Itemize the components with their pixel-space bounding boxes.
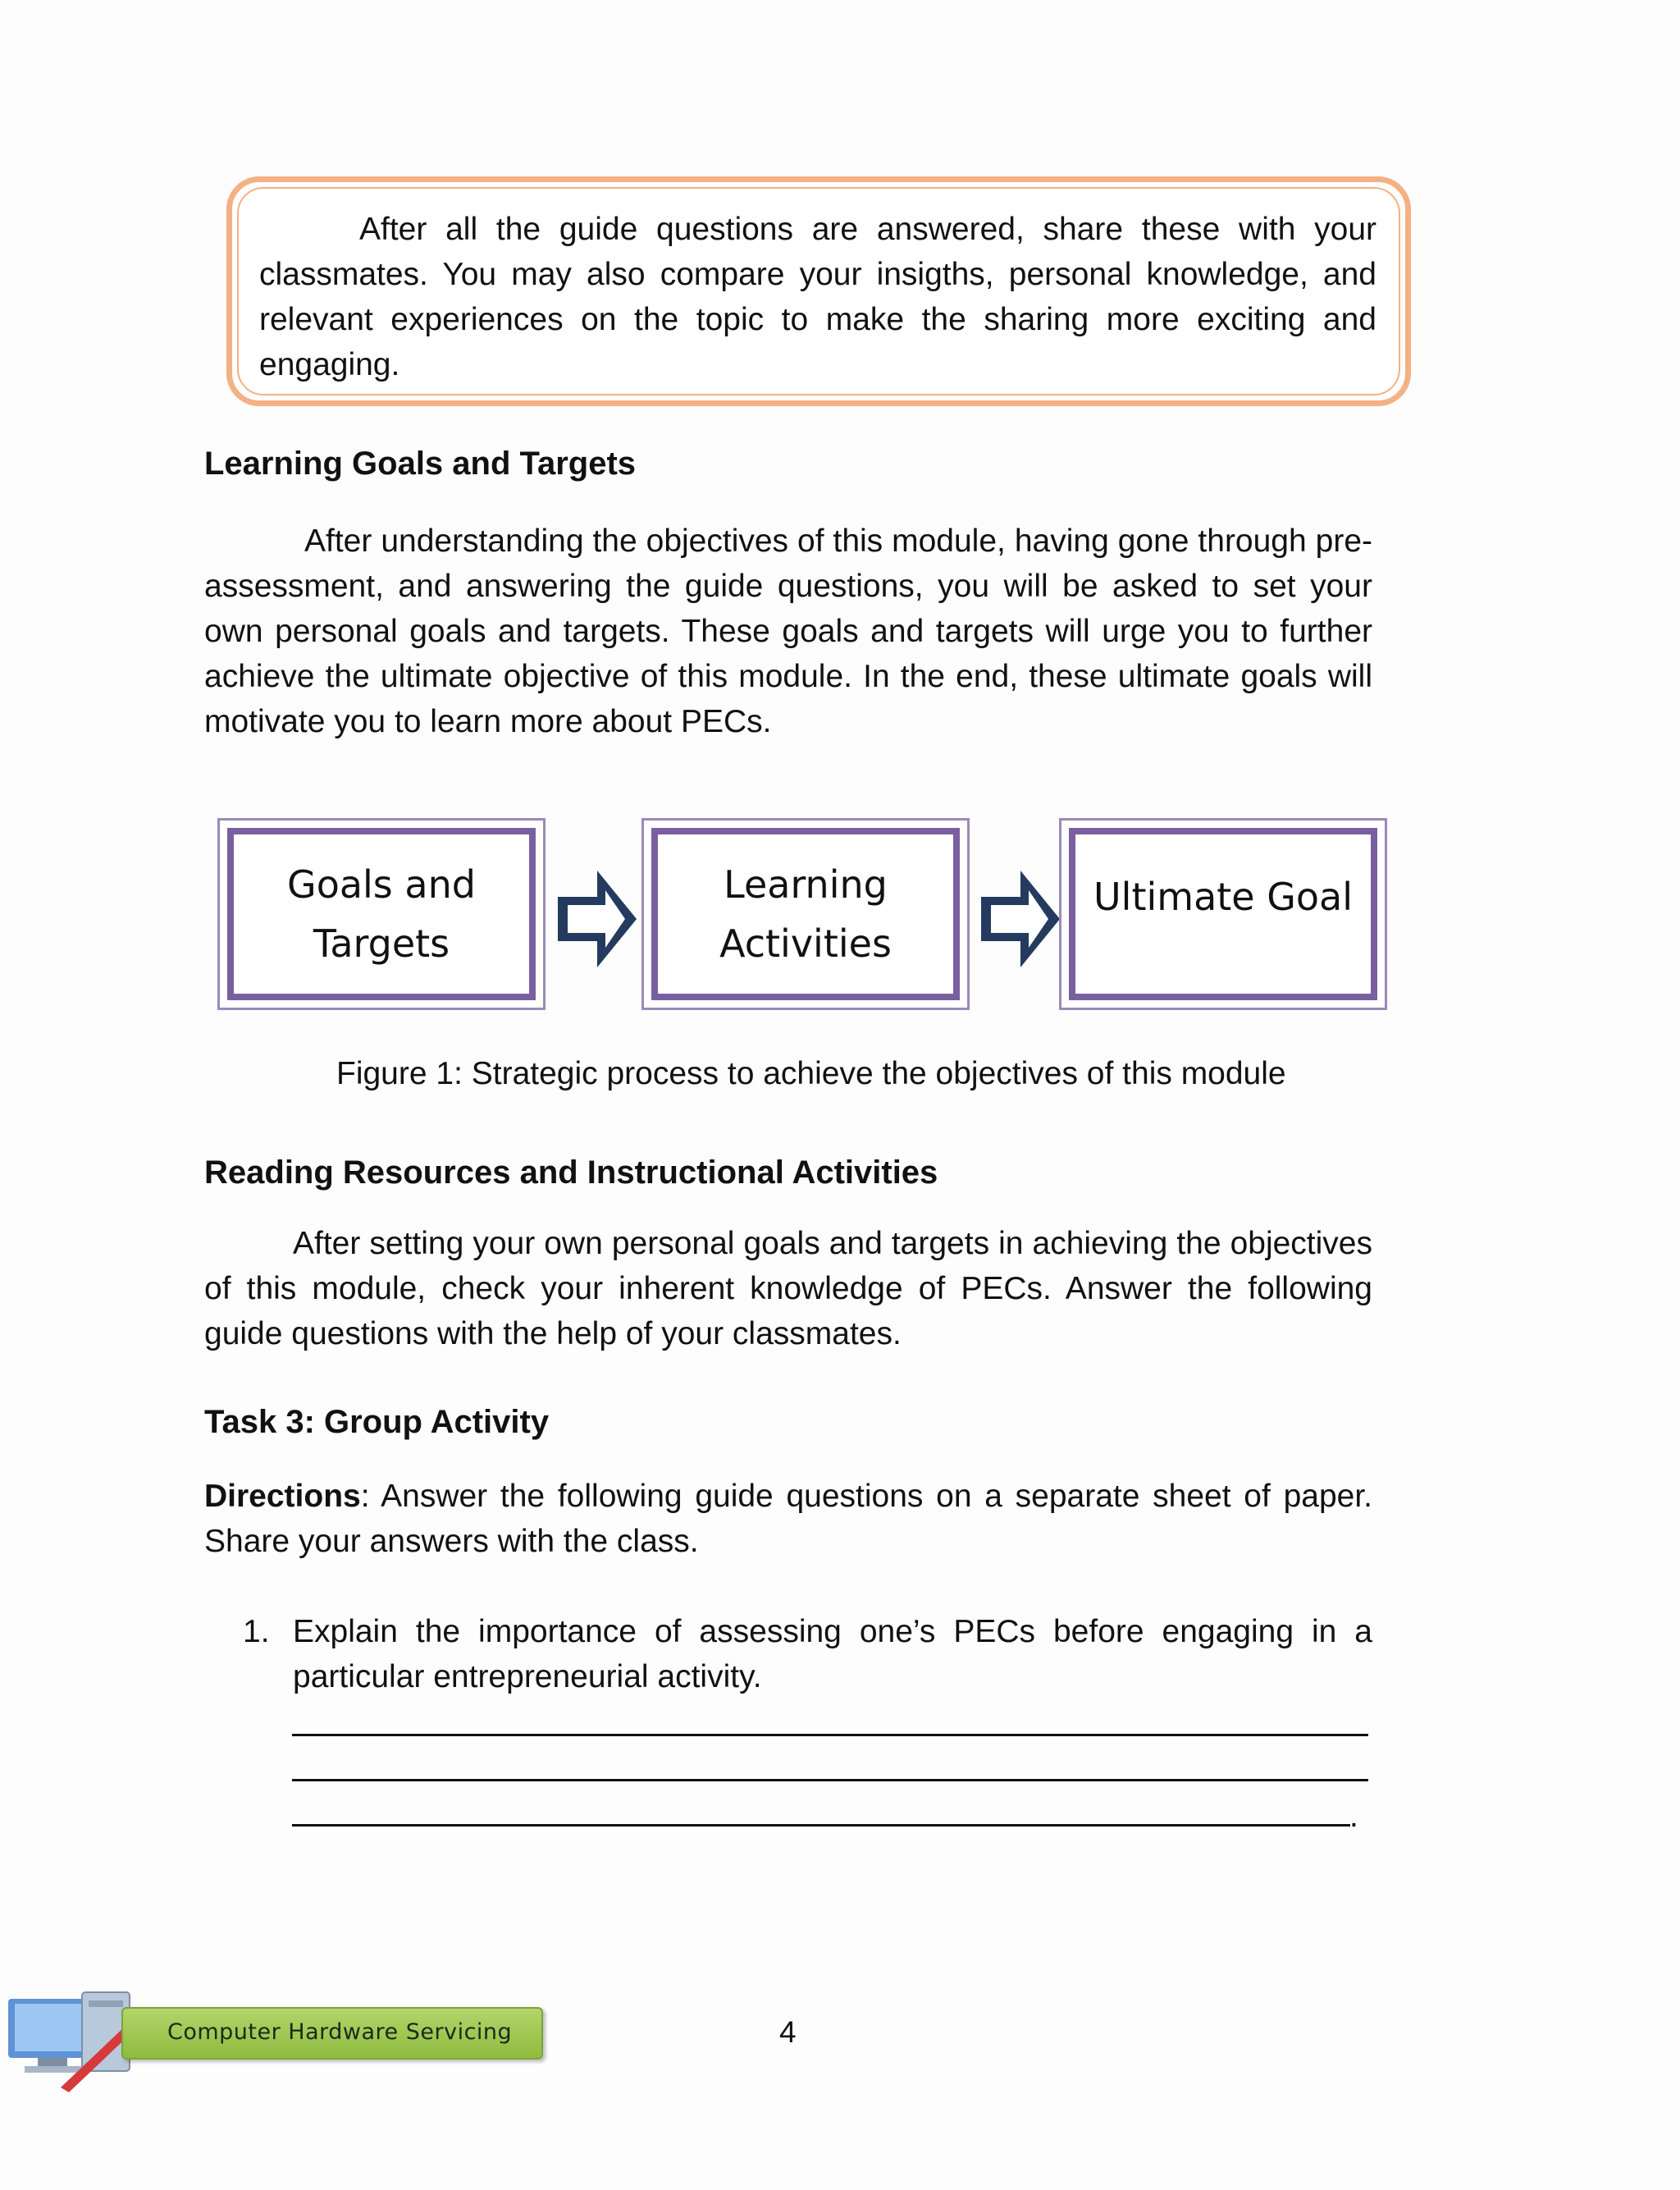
flow-box-label: Ultimate Goal — [1093, 875, 1353, 919]
intro-callout-box — [226, 176, 1411, 406]
reading-resources-body: After setting your own personal goals and targets in achieving the objectives of this module, check your inherent knowledge of PECs. Answer the following guide questions with the help of your classmates. — [204, 1226, 1372, 1351]
figure-caption: Figure 1: Strategic process to achieve the objectives of this module — [336, 1056, 1286, 1091]
learning-goals-heading: Learning Goals and Targets — [204, 446, 637, 482]
directions-label: Directions — [204, 1479, 361, 1514]
flow-box-label: Goals and Targets — [287, 862, 476, 966]
flow-box-ultimate-goal — [1059, 818, 1387, 1010]
flow-box-goals-targets — [217, 818, 546, 1010]
task-heading: Task 3: Group Activity — [204, 1404, 550, 1440]
flow-box-label: Learning Activities — [719, 862, 892, 966]
question-number: 1. — [243, 1614, 270, 1649]
question-text: Explain the importance of assessing one’s PECs before engaging in a particular entrepreneurial activity. — [293, 1614, 1372, 1694]
answer-line[interactable] — [292, 1824, 1350, 1827]
task-directions — [204, 1474, 1372, 1564]
page-number: 4 — [779, 2015, 797, 2049]
course-badge — [121, 2007, 543, 2060]
answer-end-period: . — [1349, 1799, 1358, 1834]
intro-callout-text: After all the guide questions are answered, share these with your classmates. You may also compare your insigths, personal knowledge, and relevant experiences on the topic to make the sharing more exciting and engaging. — [259, 212, 1376, 382]
course-badge-text: Computer Hardware Servicing — [167, 2019, 513, 2045]
answer-line[interactable] — [292, 1779, 1368, 1781]
directions-text: : Answer the following guide questions on a separate sheet of paper. Share your answers with the class. — [204, 1479, 1372, 1559]
flow-box-learning-activities — [641, 818, 970, 1010]
answer-line[interactable] — [292, 1734, 1368, 1736]
reading-resources-heading: Reading Resources and Instructional Activities — [204, 1154, 938, 1191]
learning-goals-body: After understanding the objectives of this module, having gone through pre-assessment, and answering the guide questions, you will be asked to set your own personal goals and targets. These goals and targets will urge you to further achieve the ultimate objective of this module. In the end, these ultimate goals will motivate you to learn more about PECs. — [204, 523, 1372, 739]
right-arrow-icon — [555, 866, 640, 972]
right-arrow-icon — [978, 866, 1063, 972]
